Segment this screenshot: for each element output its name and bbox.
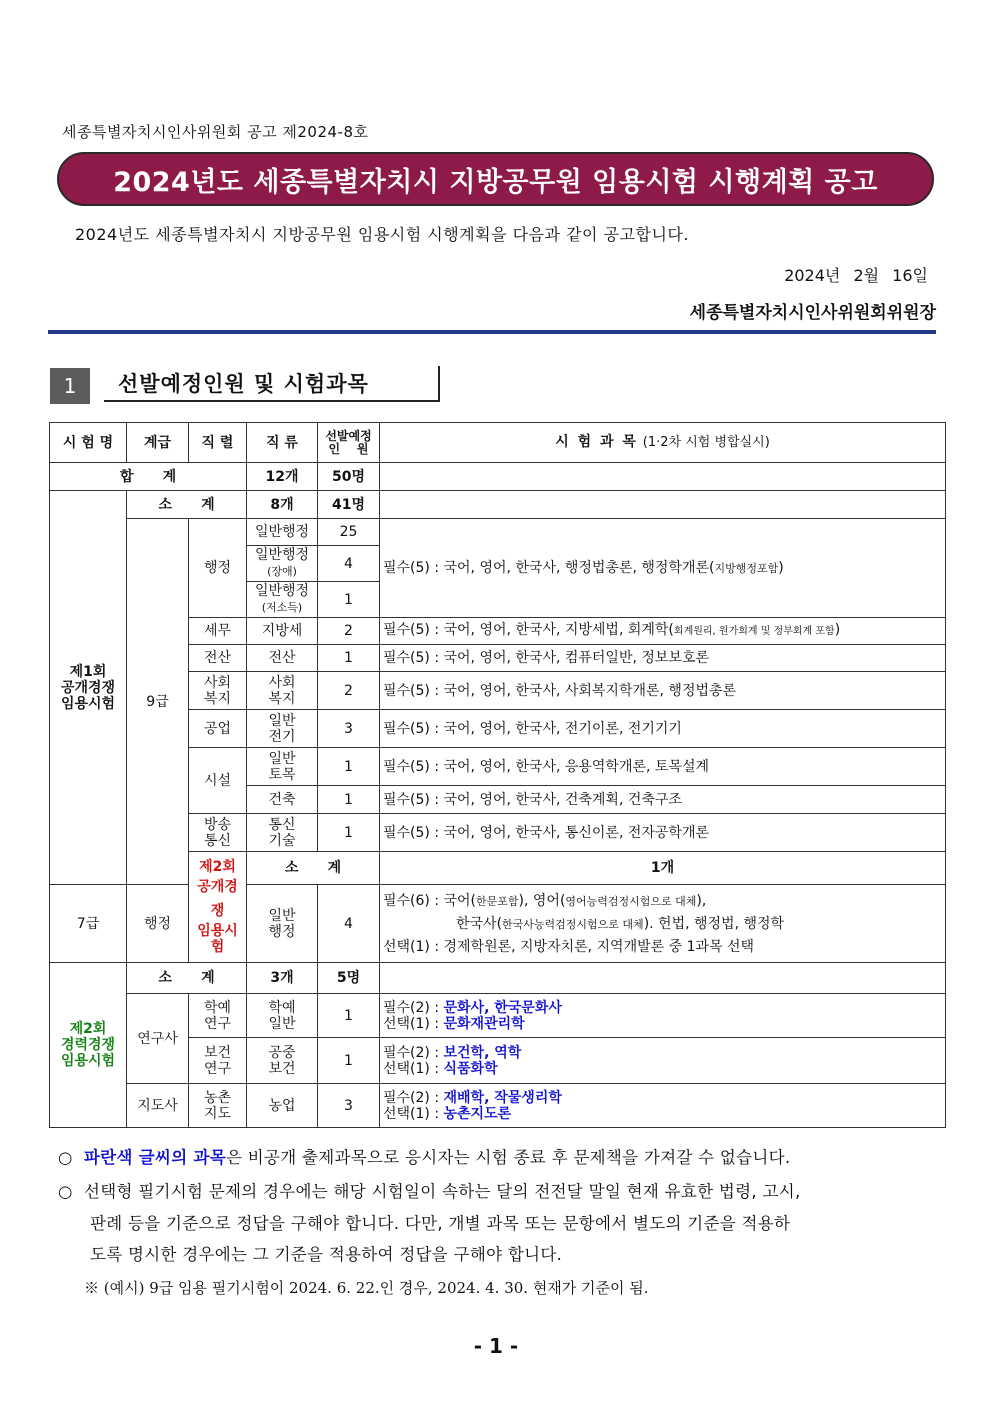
exam-name-g2: 제2회 공개경쟁 임용시험 [189, 852, 247, 963]
table-row: 시설 일반 토목 1 필수(5) : 국어, 영어, 한국사, 응용역학개론, 토목설계 [50, 748, 946, 786]
subjects-admin: 필수(5) : 국어, 영어, 한국사, 행정법총론, 행정학개론(지방행정포함) [380, 519, 946, 618]
signer: 세종특별자치시인사위원회위원장 [689, 303, 936, 323]
subjects-g2: 필수(6) : 국어(한문포함), 영어(영어능력검정시험으로 대체), 한국사(한국사능력검정시험으로 대체). 헌법, 행정법, 행정학 선택(1) : 경제학원론, 지방자치론, 지역개발론 중 1과목 선택 [380, 885, 946, 963]
note-2-line-2: 판례 등을 기준으로 정답을 구해야 합니다. 다만, 개별 과목 또는 문항에서 별도의 기준을 적용하 [90, 1214, 791, 1233]
table-row: 일반행정 (장애) 4 [50, 546, 946, 582]
section-number: 1 [50, 368, 90, 404]
table-row: 연구사 학예 연구 학예 일반 1 필수(2) : 문화사, 한국문화사 선택(1) : 문화재관리학 [50, 994, 946, 1038]
header-grade: 계급 [127, 423, 189, 463]
header-subjects: 시 험 과 목 (1·2차 시험 병합실시) [380, 423, 946, 463]
title-banner [57, 152, 934, 206]
exam-name-g1: 제1회 공개경쟁 임용시험 [50, 491, 127, 885]
table-header-row [50, 423, 946, 463]
header-count: 선발예정 인 원 [318, 423, 380, 463]
example-note: ※ (예시) 9급 임용 필기시험이 2024. 6. 22.인 경우, 2024. 4. 30. 현재가 기준이 됨. [84, 1279, 649, 1297]
table-row: 방송 통신 통신 기술 1 필수(5) : 국어, 영어, 한국사, 통신이론, 전자공학개론 [50, 814, 946, 852]
table-row: 사회 복지 사회 복지 2 필수(5) : 국어, 영어, 한국사, 사회복지학개론, 행정법총론 [50, 672, 946, 710]
header-class: 직 류 [247, 423, 318, 463]
table-row: 제2회 경력경쟁 임용시험 소 계 3개 5명 [50, 963, 946, 994]
table-row: 제1회 공개경쟁 임용시험 소 계 8개 41명 [50, 491, 946, 519]
divider [48, 330, 936, 334]
header-exam: 시 험 명 [50, 423, 127, 463]
header-series: 직 렬 [189, 423, 247, 463]
intro-text: 2024년도 세종특별자치시 지방공무원 임용시험 시행계획을 다음과 같이 공고합니다. [75, 225, 689, 244]
table-row: 세무 지방세 2 필수(5) : 국어, 영어, 한국사, 지방세법, 회계학(회계원리, 원가회계 및 정부회계 포함) [50, 618, 946, 645]
table-row: 일반행정 (저소득) 1 [50, 582, 946, 618]
table-row: 제2회 공개경쟁 임용시험 소 계 1개 [50, 852, 946, 885]
bullet-icon: ○ [58, 1148, 73, 1167]
exam-name-g3: 제2회 경력경쟁 임용시험 [50, 963, 127, 1128]
table-row: 보건 연구 공중 보건 1 필수(2) : 보건학, 역학 선택(1) : 식품화학 [50, 1038, 946, 1084]
section-title: 선발예정인원 및 시험과목 [104, 366, 440, 402]
table-row: 9급 행정 일반행정 25 필수(5) : 국어, 영어, 한국사, 행정법총론, 행정학개론(지방행정포함) [50, 519, 946, 546]
notice-number: 세종특별자치시인사위원회 공고 제2024-8호 [62, 123, 369, 141]
exam-table [49, 422, 946, 1128]
bullet-icon: ○ [58, 1182, 73, 1201]
table-row: 공업 일반 전기 3 필수(5) : 국어, 영어, 한국사, 전기이론, 전기기기 [50, 710, 946, 748]
table-row: 전산 전산 1 필수(5) : 국어, 영어, 한국사, 컴퓨터일반, 정보보호론 [50, 645, 946, 672]
note-1: ○ 파란색 글씨의 과목은 비공개 출제과목으로 응시자는 시험 종료 후 문제책을 가져갈 수 없습니다. [58, 1148, 791, 1167]
note-2-line-3: 도록 명시한 경우에는 그 기준을 적용하여 정답을 구해야 합니다. [90, 1245, 563, 1264]
table-row: 7급 행정 일반 행정 4 필수(6) : 국어(한문포함), 영어(영어능력검정시험으로 대체), 한국사(한국사능력검정시험으로 대체). 헌법, 행정법, 행정학 선택(1) : 경제학원론, 지방자치론, 지역개발론 중 1과목 선택 [50, 885, 946, 963]
page-title: 2024년도 세종특별자치시 지방공무원 임용시험 시행계획 공고 [113, 166, 878, 198]
table-row: 건축 1 필수(5) : 국어, 영어, 한국사, 건축계획, 건축구조 [50, 786, 946, 814]
total-row: 합 계 12개 50명 [50, 463, 946, 491]
page-number: - 1 - [473, 1334, 519, 1358]
subjects-tax: 필수(5) : 국어, 영어, 한국사, 지방세법, 회계학(회계원리, 원가회계 및 정부회계 포함) [380, 618, 946, 645]
notice-date: 2024년 2월 16일 [784, 266, 928, 285]
note-2: ○ 선택형 필기시험 문제의 경우에는 해당 시험일이 속하는 달의 전전달 말일 현재 유효한 법령, 고시, [58, 1182, 801, 1201]
table-row: 지도사 농촌 지도 농업 3 필수(2) : 재배학, 작물생리학 선택(1) : 농촌지도론 [50, 1084, 946, 1128]
